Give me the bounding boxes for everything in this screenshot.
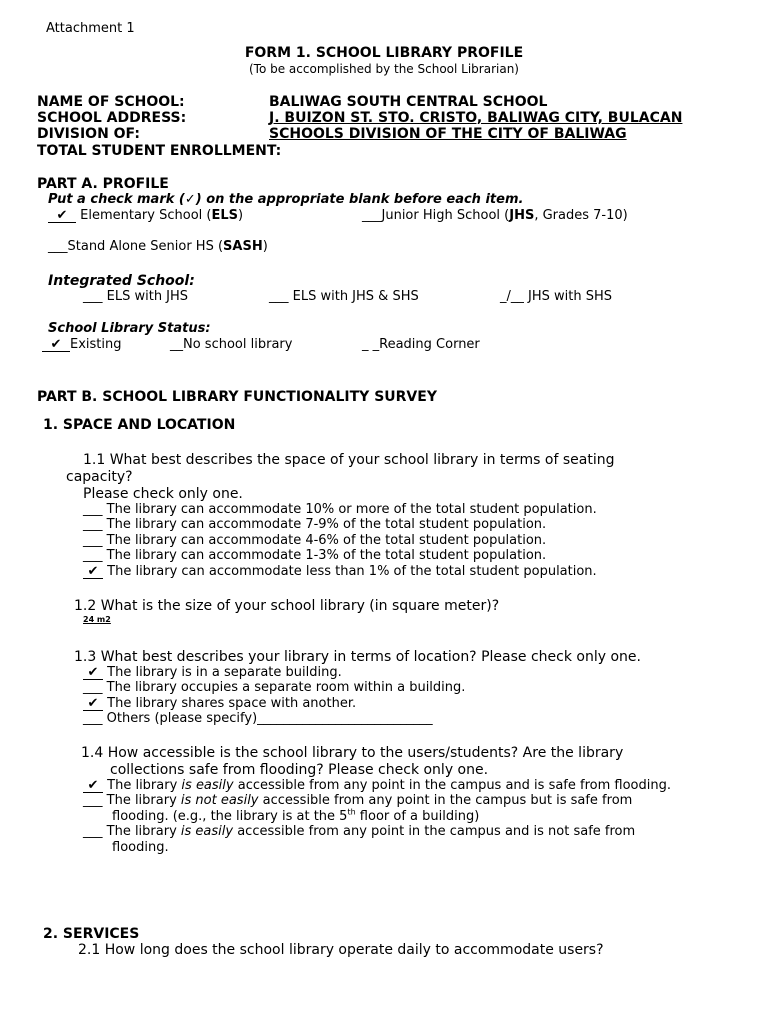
q13-option-3-text: The library shares space with another. bbox=[107, 696, 357, 711]
q13-option-1-text: The library is in a separate building. bbox=[107, 665, 342, 680]
school-name-label: NAME OF SCHOOL: bbox=[37, 94, 185, 110]
jhs-blank: ___ bbox=[362, 208, 382, 223]
q14-option-2-emphasis: is not easily bbox=[180, 793, 259, 808]
check-mark-icon: ✔ bbox=[83, 698, 103, 711]
sash-blank: ___ bbox=[48, 239, 68, 254]
sash-abbr: SASH bbox=[223, 239, 263, 254]
els-abbr: ELS bbox=[211, 208, 238, 223]
jhs-abbr: JHS bbox=[509, 208, 535, 223]
question-1-3: 1.3 What best describes your library in terms of location? Please check only one. bbox=[74, 649, 641, 665]
school-name-value: BALIWAG SOUTH CENTRAL SCHOOL bbox=[269, 94, 548, 110]
section-services: 2. SERVICES bbox=[43, 926, 140, 942]
q13-option-3 bbox=[83, 697, 356, 712]
question-2-1: 2.1 How long does the school library operate daily to accommodate users? bbox=[78, 942, 604, 958]
q14-option-2-text-a: ___ The library bbox=[83, 793, 181, 808]
q11-option-5-text: The library can accommodate less than 1% of the total student population. bbox=[107, 564, 597, 579]
division-label: DIVISION OF: bbox=[37, 126, 140, 142]
library-status-heading: School Library Status: bbox=[48, 321, 211, 336]
school-address-value: J. BUIZON ST. STO. CRISTO, BALIWAG CITY, BULACAN bbox=[269, 110, 683, 126]
q13-option-2: ___ The library occupies a separate room within a building. bbox=[83, 680, 466, 695]
status-existing-label: Existing bbox=[70, 337, 122, 352]
status-no-library bbox=[170, 338, 292, 353]
status-none-label: No school library bbox=[183, 337, 293, 352]
status-reading-label: Reading Corner bbox=[379, 337, 480, 352]
q14-option-2-sup: th bbox=[347, 807, 356, 817]
school-address-label: SCHOOL ADDRESS: bbox=[37, 110, 187, 126]
q14-option-3-cont: flooding. bbox=[112, 840, 169, 855]
question-1-4-line1: 1.4 How accessible is the school library to the users/students? Are the library bbox=[81, 745, 624, 761]
status-existing bbox=[42, 338, 122, 353]
check-mark-icon: ✔ bbox=[83, 566, 103, 579]
question-1-1-line3: Please check only one. bbox=[83, 486, 243, 502]
option-stand-alone-shs bbox=[48, 240, 268, 255]
q11-option-2: ___ The library can accommodate 7-9% of the total student population. bbox=[83, 517, 547, 532]
check-mark-icon: ✔ bbox=[83, 667, 103, 680]
check-mark-icon: ✔ bbox=[48, 210, 76, 223]
division-value: SCHOOLS DIVISION OF THE CITY OF BALIWAG bbox=[269, 126, 627, 142]
q13-option-1 bbox=[83, 666, 342, 681]
sash-text-pre: Stand Alone Senior HS ( bbox=[67, 239, 224, 254]
q14-option-2-cont-a: flooding. (e.g., the library is at the 5 bbox=[112, 809, 348, 824]
section-space-location: 1. SPACE AND LOCATION bbox=[43, 417, 236, 433]
status-none-blank: __ bbox=[170, 337, 183, 352]
option-els-with-jhs: ___ ELS with JHS bbox=[83, 289, 189, 304]
els-text-pre: Elementary School ( bbox=[80, 208, 212, 223]
option-elementary-school bbox=[48, 209, 243, 224]
option-jhs-with-shs: _/__ JHS with SHS bbox=[500, 289, 612, 304]
q14-option-3 bbox=[83, 825, 635, 840]
integrated-school-heading: Integrated School: bbox=[48, 273, 195, 289]
q14-option-3-text-b: accessible from any point in the campus and is not safe from bbox=[233, 824, 636, 839]
q11-option-5 bbox=[83, 565, 597, 580]
option-junior-high bbox=[362, 209, 628, 224]
q12-answer: 24 m2 bbox=[83, 615, 111, 624]
check-mark-icon: ✔ bbox=[42, 339, 70, 352]
q14-option-3-emphasis: is easily bbox=[180, 824, 234, 839]
els-text-post: ) bbox=[238, 208, 244, 223]
question-1-1-line2: capacity? bbox=[66, 469, 133, 485]
part-b-heading: PART B. SCHOOL LIBRARY FUNCTIONALITY SURVEY bbox=[37, 389, 437, 405]
q14-option-1-text-b: accessible from any point in the campus and is safe from flooding. bbox=[233, 778, 671, 793]
jhs-text-post: , Grades 7-10) bbox=[534, 208, 628, 223]
q11-option-3: ___ The library can accommodate 4-6% of the total student population. bbox=[83, 533, 547, 548]
q14-option-2-text-b: accessible from any point in the campus but is safe from bbox=[258, 793, 633, 808]
status-reading-corner bbox=[362, 338, 480, 353]
enrollment-label: TOTAL STUDENT ENROLLMENT: bbox=[37, 143, 282, 159]
question-1-2: 1.2 What is the size of your school library (in square meter)? bbox=[74, 598, 500, 614]
part-a-heading: PART A. PROFILE bbox=[37, 176, 169, 192]
form-title: FORM 1. SCHOOL LIBRARY PROFILE bbox=[244, 45, 524, 61]
sash-text-post: ) bbox=[262, 239, 268, 254]
q11-option-4: ___ The library can accommodate 1-3% of the total student population. bbox=[83, 548, 547, 563]
part-a-instruction: Put a check mark (✓) on the appropriate blank before each item. bbox=[48, 192, 524, 207]
question-1-1-line1: 1.1 What best describes the space of your school library in terms of seating bbox=[83, 452, 615, 468]
q11-option-1: ___ The library can accommodate 10% or more of the total student population. bbox=[83, 502, 597, 517]
q14-option-1 bbox=[83, 779, 671, 794]
form-subtitle: (To be accomplished by the School Librarian) bbox=[248, 62, 519, 76]
jhs-text-pre: Junior High School ( bbox=[381, 208, 510, 223]
status-reading-blank: _ _ bbox=[362, 337, 380, 352]
q14-option-1-emphasis: is easily bbox=[181, 778, 234, 793]
q14-option-3-text-a: ___ The library bbox=[83, 824, 181, 839]
attachment-label: Attachment 1 bbox=[46, 21, 135, 36]
check-mark-icon: ✔ bbox=[83, 780, 103, 793]
q14-option-2-cont bbox=[112, 807, 480, 825]
q13-option-4: ___ Others (please specify)___________________________ bbox=[83, 711, 433, 726]
q14-option-1-text-a: The library bbox=[107, 778, 182, 793]
q14-option-2 bbox=[83, 794, 632, 809]
q14-option-2-cont-b: floor of a building) bbox=[355, 809, 480, 824]
question-1-4-line2: collections safe from flooding? Please check only one. bbox=[110, 762, 489, 778]
option-els-with-jhs-shs: ___ ELS with JHS & SHS bbox=[269, 289, 419, 304]
